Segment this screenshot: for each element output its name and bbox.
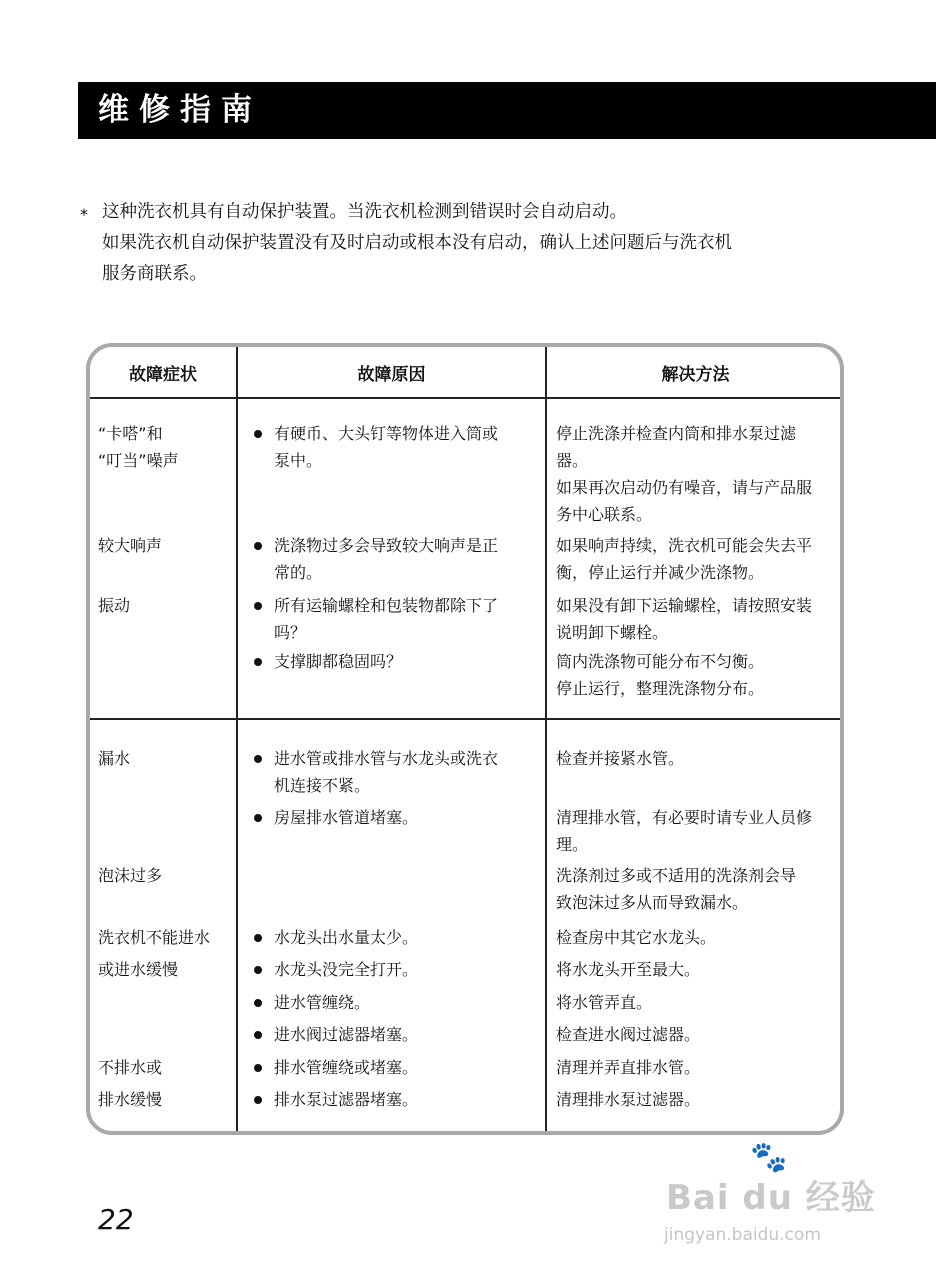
solution-text: 检查并接紧水管。 [556, 749, 685, 768]
cause-item: 有硬币、大头钉等物体进入筒或 [252, 420, 498, 447]
intro-line: 服务商联系。 [102, 264, 207, 284]
symptom-text: “卡嗒”和 [98, 424, 163, 443]
solution-text: 务中心联系。 [556, 505, 653, 524]
header-symptom: 故障症状 [129, 365, 197, 385]
symptom-text: 或进水缓慢 [98, 960, 179, 979]
page-title: 维修指南 [98, 92, 262, 128]
symptom-text: 漏水 [98, 749, 131, 768]
troubleshooting-table [86, 343, 844, 1135]
symptom-text: 较大响声 [98, 536, 163, 555]
paw-icon: 🐾 [750, 1140, 788, 1175]
title-bar [78, 82, 936, 139]
cause-item: 水龙头出水量太少。 [252, 924, 418, 951]
solution-text: 洗涤剂过多或不适用的洗涤剂会导 [556, 866, 797, 885]
cause-item: 所有运输螺栓和包装物都除下了 [252, 592, 498, 619]
cause-item: 进水管缠绕。 [252, 989, 370, 1016]
solution-text: 器。 [556, 451, 589, 470]
cause-continuation [274, 447, 322, 474]
column-divider [545, 347, 547, 1131]
solution-text: 理。 [556, 835, 589, 854]
solution-text: 清理并弄直排水管。 [556, 1058, 701, 1077]
solution-text: 检查进水阀过滤器。 [556, 1025, 701, 1044]
symptom-text: 振动 [98, 596, 131, 615]
cause-continuation: 常的。 [274, 563, 323, 582]
cause-item: 排水管缠绕或堵塞。 [252, 1054, 418, 1081]
intro-note [80, 197, 880, 290]
solution-text: 清理排水泵过滤器。 [556, 1090, 701, 1109]
page-number: 22 [98, 1203, 134, 1236]
solution-text: 致泡沫过多从而导致漏水。 [556, 893, 749, 912]
symptom-text: 排水缓慢 [98, 1090, 163, 1109]
solution-text: 检查房中其它水龙头。 [556, 928, 717, 947]
solution-text: 如果没有卸下运输螺栓，请按照安装 [556, 596, 813, 615]
solution-text: 清理排水管，有必要时请专业人员修 [556, 808, 813, 827]
solution-text: 将水管弄直。 [556, 993, 653, 1012]
cause-item: 洗涤物过多会导致较大响声是正 [252, 532, 498, 559]
symptom-text: 洗衣机不能进水 [98, 928, 211, 947]
cause-item: 排水泵过滤器堵塞。 [252, 1086, 418, 1113]
cause-continuation-text: 泵中。 [274, 451, 323, 470]
cause-continuation: 机连接不紧。 [274, 776, 371, 795]
cause-continuation: 吗？ [274, 623, 307, 642]
cause-item: 支撑脚都稳固吗？ [252, 648, 402, 675]
header-divider [90, 397, 840, 399]
watermark-logo: Bai du 经验 [666, 1178, 876, 1218]
solution-text: 如果响声持续，洗衣机可能会失去平 [556, 536, 813, 555]
asterisk-marker: * [80, 205, 88, 224]
cause-item: 进水管或排水管与水龙头或洗衣 [252, 745, 498, 772]
solution-text: 如果再次启动仍有噪音，请与产品服 [556, 478, 813, 497]
cause-item: 水龙头没完全打开。 [252, 956, 418, 983]
symptom-text: “叮当”噪声 [98, 451, 179, 470]
watermark-url: jingyan.baidu.com [664, 1225, 821, 1245]
header-solution: 解决方法 [661, 365, 730, 385]
intro-line: 如果洗衣机自动保护装置没有及时启动或根本没有启动，确认上述问题后与洗衣机 [102, 233, 732, 253]
cause-item: 进水阀过滤器堵塞。 [252, 1021, 418, 1048]
solution-text: 筒内洗涤物可能分布不匀衡。 [556, 652, 765, 671]
symptom-text: 泡沫过多 [98, 866, 163, 885]
section-divider [90, 718, 840, 720]
cause-item: 房屋排水管道堵塞。 [252, 804, 418, 831]
solution-text: 将水龙头开至最大。 [556, 960, 701, 979]
column-divider [236, 347, 238, 1131]
symptom-text: 不排水或 [98, 1058, 163, 1077]
solution-text: 停止洗涤并检查内筒和排水泵过滤 [556, 424, 797, 443]
solution-text: 衡，停止运行并减少洗涤物。 [556, 563, 765, 582]
solution-text: 停止运行，整理洗涤物分布。 [556, 679, 765, 698]
header-cause: 故障原因 [357, 365, 426, 385]
solution-text: 说明卸下螺栓。 [556, 623, 669, 642]
intro-line: 这种洗衣机具有自动保护装置。当洗衣机检测到错误时会自动启动。 [102, 202, 627, 222]
